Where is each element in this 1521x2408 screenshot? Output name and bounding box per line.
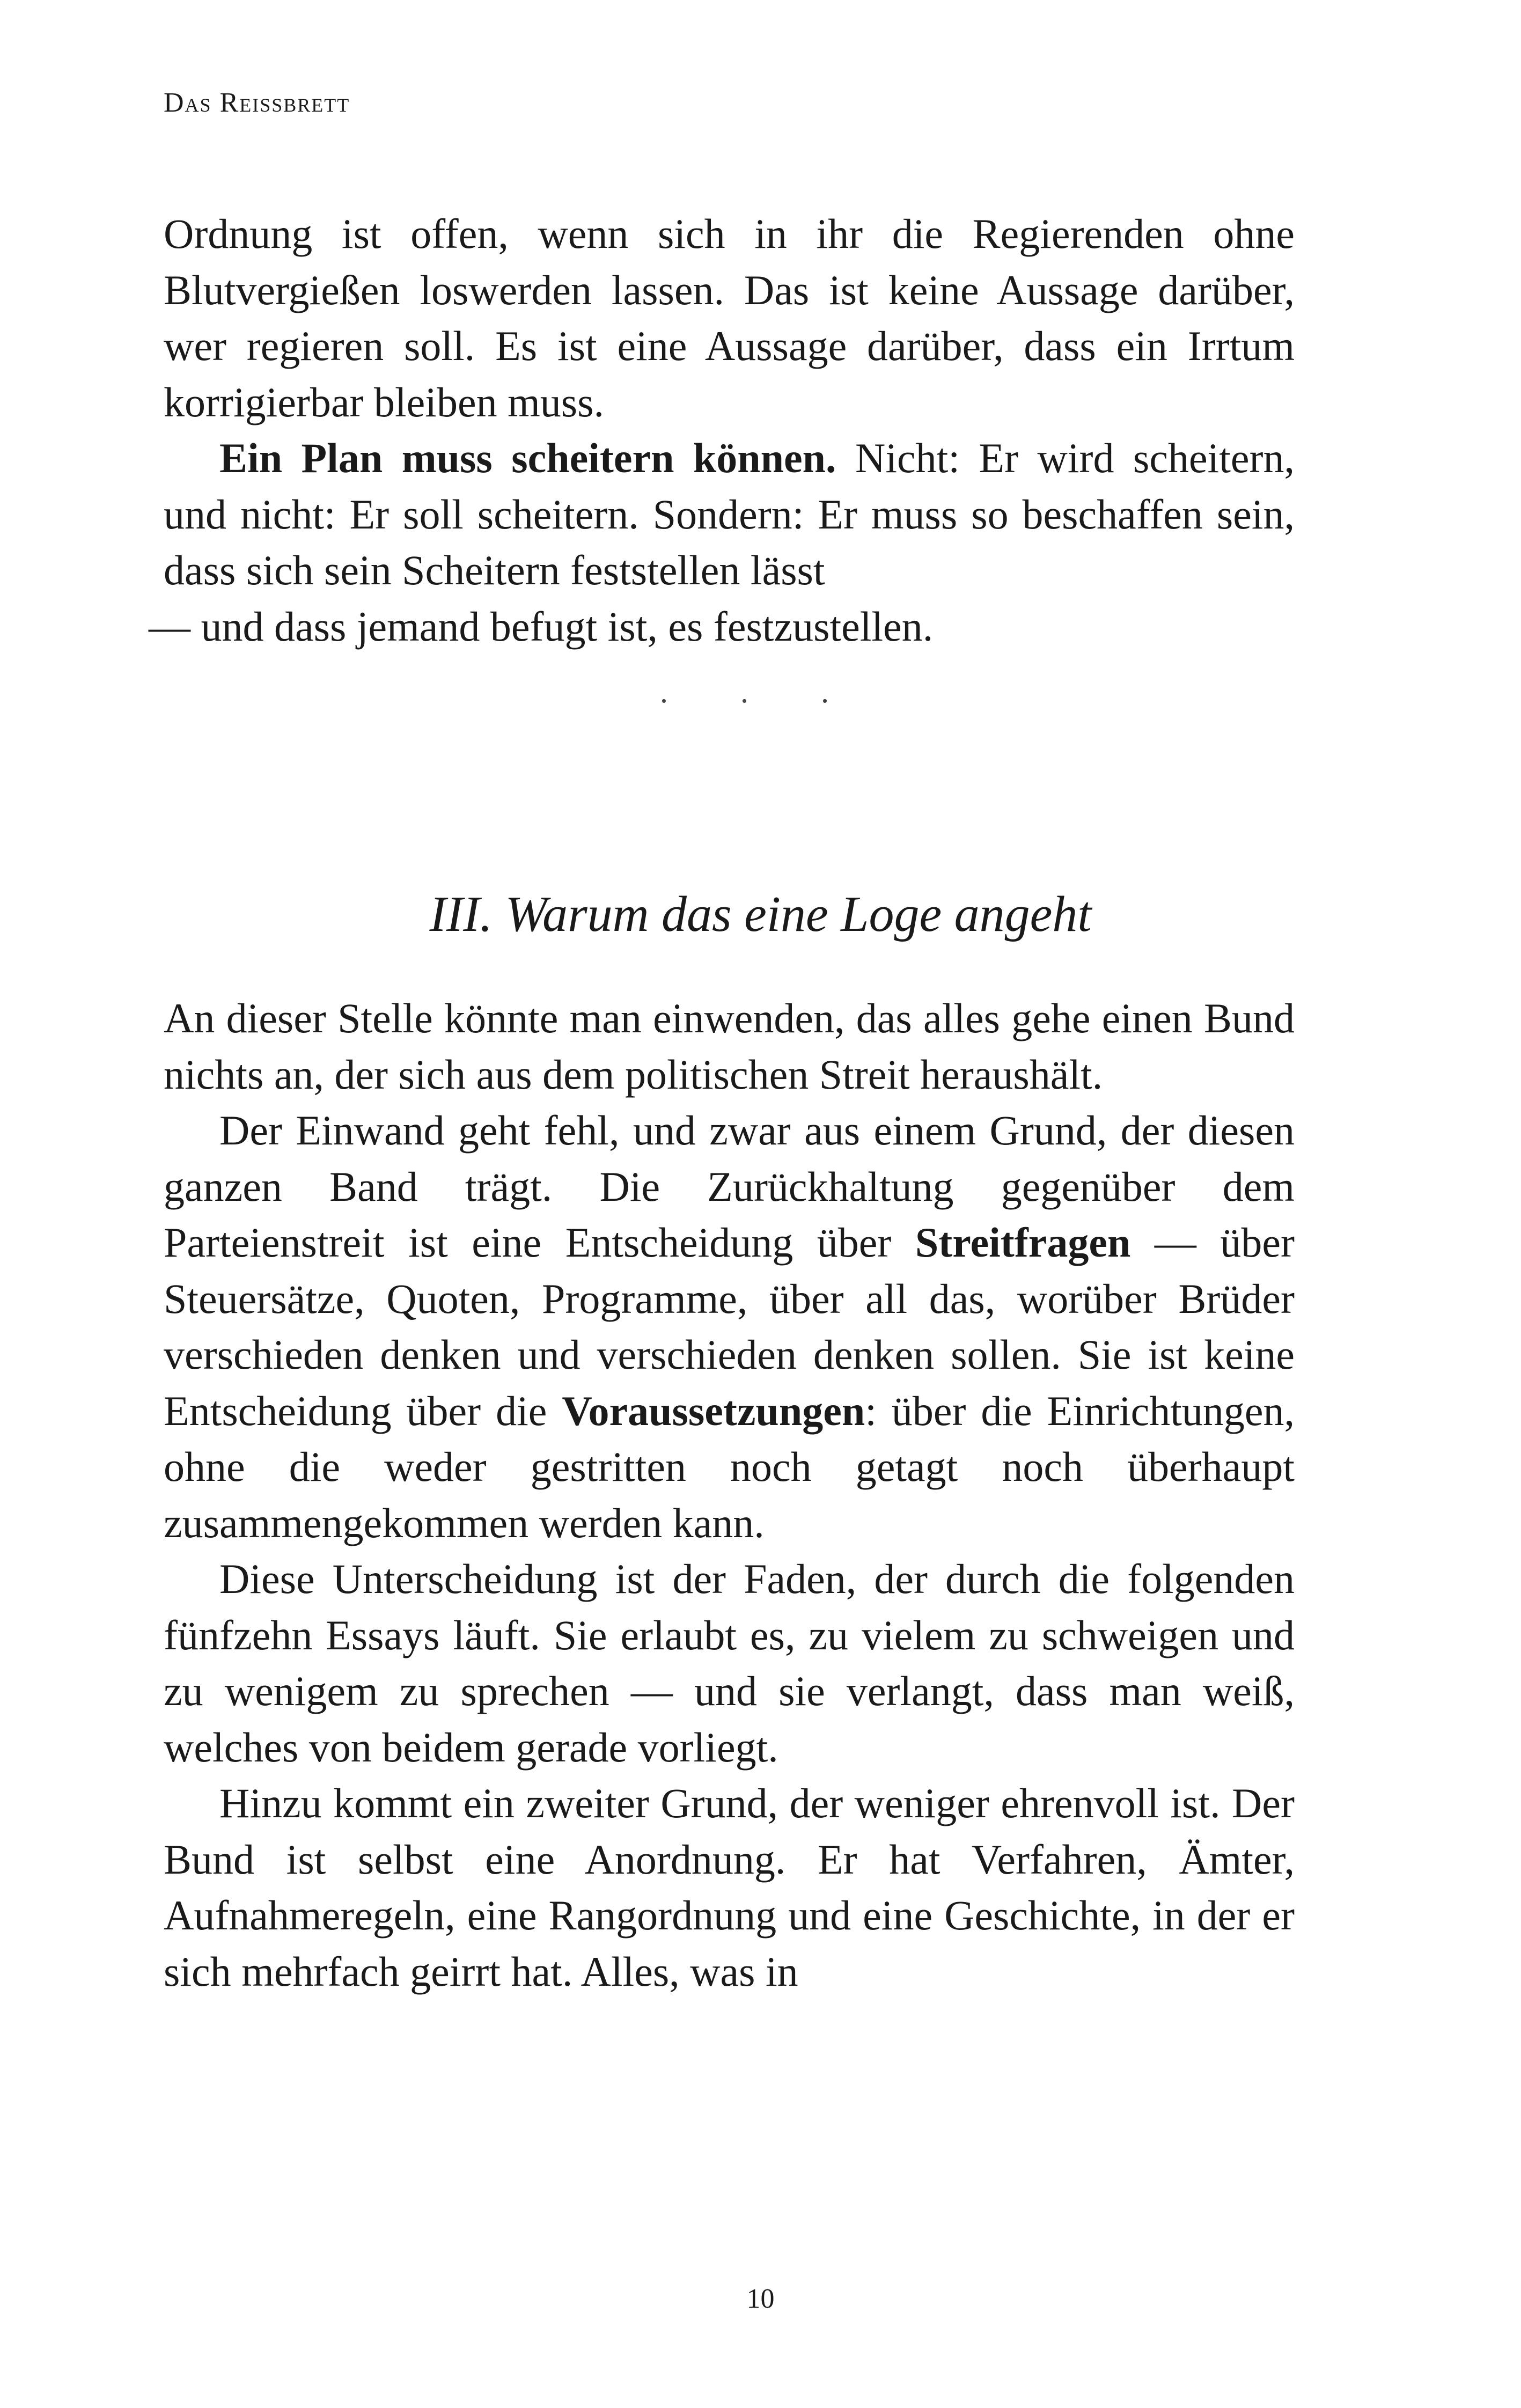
paragraph-text: — über Steuersätze, Quoten, Programme, über all das, worüber Brüder verschieden denken und verschieden denken sollen. Sie ist keine Entscheidung über die — [164, 1219, 1295, 1434]
paragraph: Diese Unterscheidung ist der Faden, der durch die folgenden fünfzehn Essays läuft. Sie erlaubt es, zu vielem zu schweigen und zu wenigem zu sprechen — und sie verlangt, dass man weiß, welches von beidem gerade vorliegt. — [164, 1555, 1295, 1771]
text-block-continued — [149, 206, 1295, 655]
paragraph: An dieser Stelle könnte man einwenden, das alles gehe einen Bund nichts an, der sich aus dem politischen Streit heraushält. — [164, 995, 1295, 1098]
paragraph-text: Der Einwand geht fehl, und zwar aus einem Grund, der diesen ganzen Band trägt. Die Zurückhaltung gegenüber dem Parteienstreit ist eine Entscheidung über — [164, 1107, 1295, 1266]
section-break-ornament: . . . — [660, 674, 861, 709]
paragraph: Hinzu kommt ein zweiter Grund, der weniger ehrenvoll ist. Der Bund ist selbst eine Anordnung. Er hat Verfahren, Ämter, Aufnahmeregeln, eine Rangordnung und eine Geschichte, in der er sich mehrfach geirrt hat. Alles, was in — [164, 1780, 1295, 1995]
paragraph — [164, 1103, 1295, 1551]
paragraph-last-line: — und dass jemand befugt ist, es festzustellen. — [149, 603, 934, 650]
text-block-section-three — [164, 990, 1295, 2000]
running-head: Das Reissbrett — [164, 87, 350, 118]
paragraph-text: : über die Einrichtungen, ohne die weder gestritten noch getagt noch überhaupt zusammengekommen werden kann. — [164, 1387, 1295, 1546]
bold-thesis: Ein Plan muss scheitern können. — [219, 435, 836, 481]
bold-term-streitfragen: Streitfragen — [915, 1219, 1131, 1266]
paragraph: Ordnung ist offen, wenn sich in ihr die Regierenden ohne Blutvergießen loswerden lassen. Das ist keine Aussage darüber, wer regieren soll. Es ist eine Aussage darüber, dass ein Irrtum korrigierbar bleiben muss. — [164, 210, 1295, 425]
paragraph-text: Nicht: Er wird scheitern, und nicht: Er soll scheitern. Sondern: Er muss so beschaffen sein, dass sich sein Scheitern feststellen lässt — [164, 435, 1295, 593]
section-heading: III. Warum das eine Loge angeht — [429, 886, 1092, 942]
page-number: 10 — [746, 2284, 775, 2314]
bold-term-voraussetzungen: Voraussetzungen — [562, 1387, 865, 1434]
paragraph — [164, 430, 1295, 599]
